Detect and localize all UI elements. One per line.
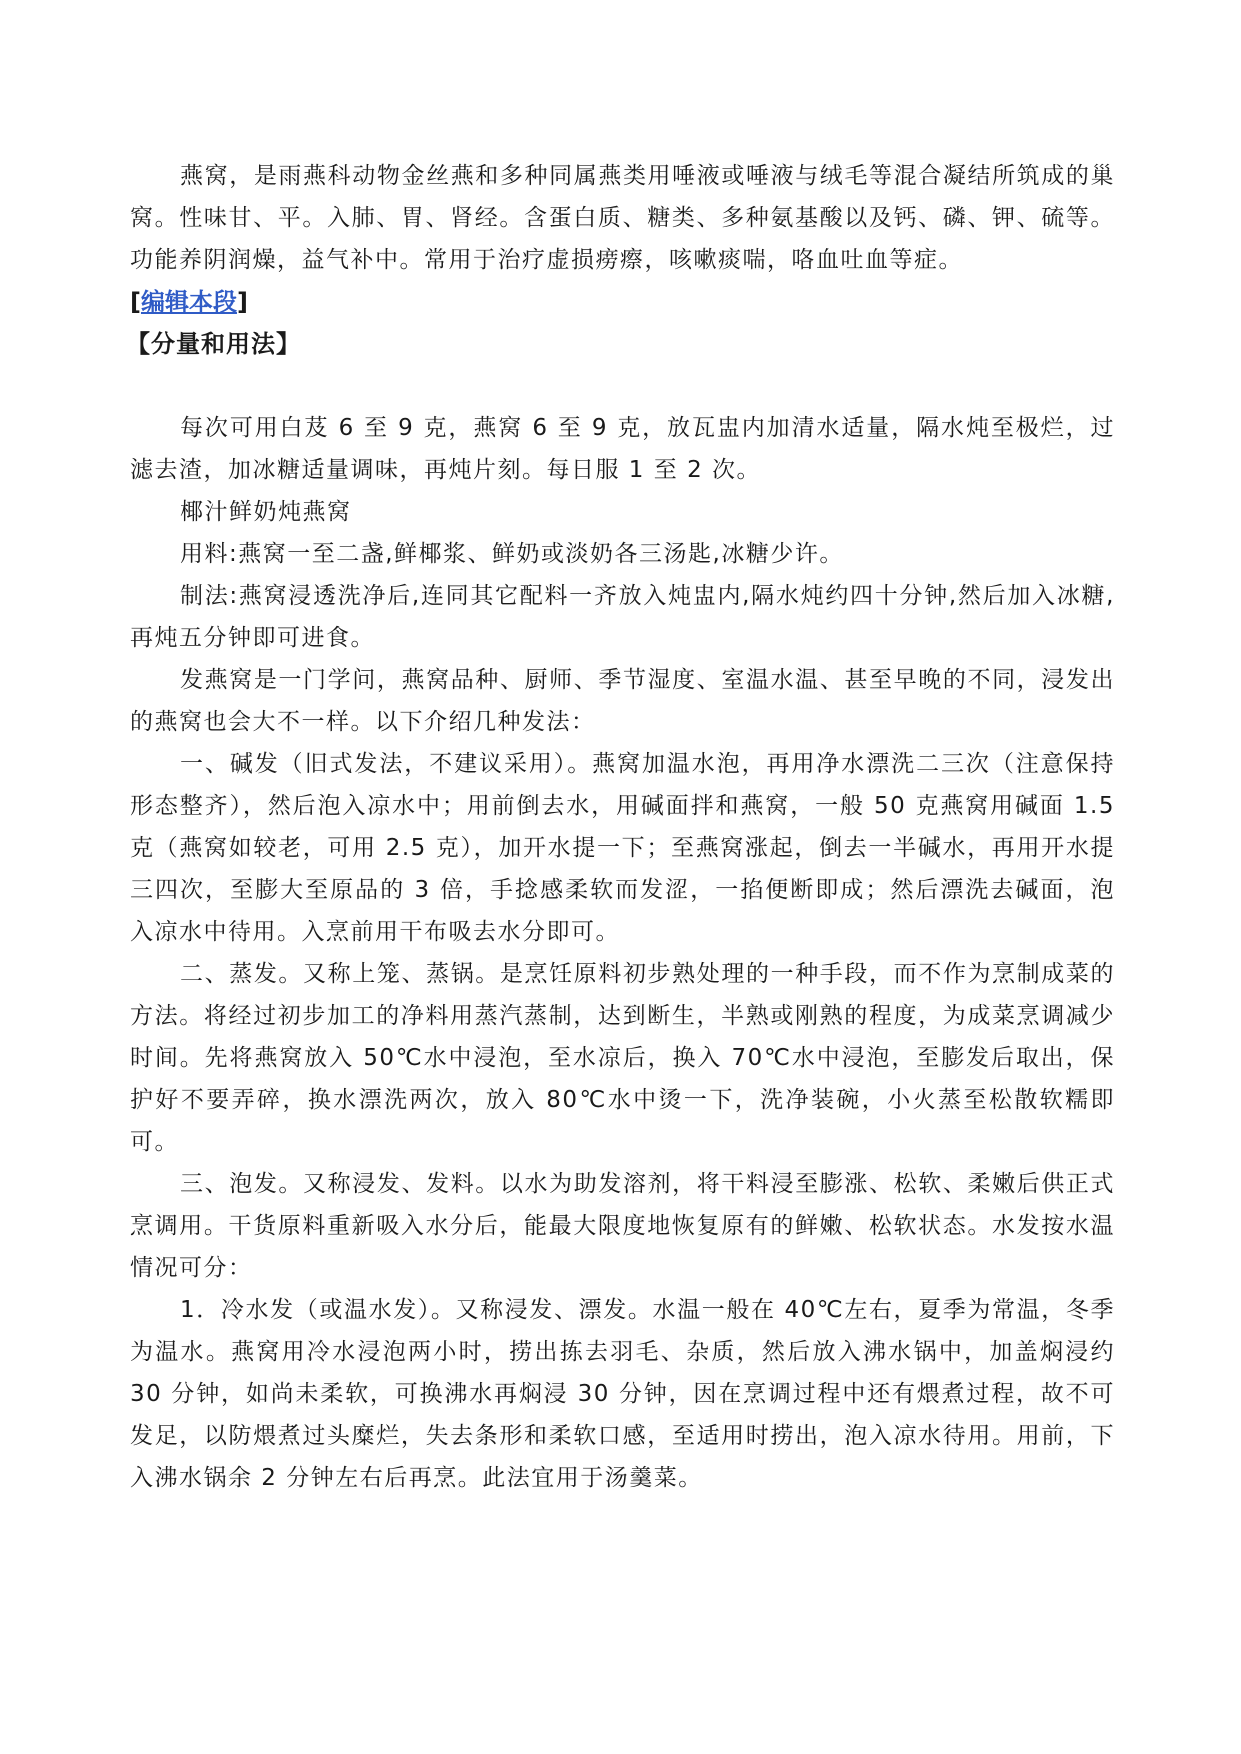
recipe-method: 制法:燕窝浸透洗净后,连同其它配料一齐放入炖盅内,隔水炖约四十分钟,然后加入冰糖,再炖五分钟即可进食。 <box>130 583 1115 651</box>
edit-section-line <box>130 281 1115 323</box>
section-title: 【分量和用法】 <box>126 330 301 358</box>
soaking-intro-paragraph: 发燕窝是一门学问，燕窝品种、厨师、季节湿度、室温水温、甚至早晚的不同，浸发出的燕窝也会大不一样。以下介绍几种发法： <box>130 667 1115 735</box>
steam-method-paragraph: 二、蒸发。又称上笼、蒸锅。是烹饪原料初步熟处理的一种手段，而不作为烹制成菜的方法。将经过初步加工的净料用蒸汽蒸制，达到断生，半熟或刚熟的程度，为成菜烹调减少时间。先将燕窝放入 50℃水中浸泡，至水凉后，换入 70℃水中浸泡，至膨发后取出，保护好不要弄碎，换水漂洗两次，放入 80℃水中烫一下，洗净装碗，小火蒸至松散软糯即可。 <box>130 961 1115 1155</box>
recipe-title: 椰汁鲜奶炖燕窝 <box>180 499 352 525</box>
edit-close-bracket: ] <box>236 288 248 316</box>
soak-method-paragraph: 三、泡发。又称浸发、发料。以水为助发溶剂，将干料浸至膨涨、松软、柔嫩后供正式烹调用。干货原料重新吸入水分后，能最大限度地恢复原有的鲜嫩、松软状态。水发按水温情况可分： <box>130 1171 1115 1281</box>
intro-paragraph: 燕窝，是雨燕科动物金丝燕和多种同属燕类用唾液或唾液与绒毛等混合凝结所筑成的巢窝。性味甘、平。入肺、胃、肾经。含蛋白质、糖类、多种氨基酸以及钙、磷、钾、硫等。功能养阴润燥，益气补中。常用于治疗虚损痨瘵，咳嗽痰喘，咯血吐血等症。 <box>130 163 1115 273</box>
recipe-ingredients: 用料:燕窝一至二盏,鲜椰浆、鲜奶或淡奶各三汤匙,冰糖少许。 <box>180 541 844 567</box>
cold-water-method-paragraph: 1．冷水发（或温水发）。又称浸发、漂发。水温一般在 40℃左右，夏季为常温，冬季为温水。燕窝用冷水浸泡两小时，捞出拣去羽毛、杂质，然后放入沸水锅中，加盖焖浸约 30 分钟，如尚未柔软，可换沸水再焖浸 30 分钟，因在烹调过程中还有煨煮过程，故不可发足，以防煨煮过头糜烂，失去条形和柔软口感，至适用时捞出，泡入凉水待用。用前，下入沸水锅余 2 分钟左右后再烹。此法宜用于汤羹菜。 <box>130 1297 1115 1491</box>
edit-open-bracket: [ <box>130 288 141 316</box>
usage-paragraph: 每次可用白芨 6 至 9 克，燕窝 6 至 9 克，放瓦盅内加清水适量，隔水炖至极烂，过滤去渣，加冰糖适量调味，再炖片刻。每日服 1 至 2 次。 <box>130 415 1115 483</box>
edit-section-link[interactable]: 编辑本段 <box>140 288 237 316</box>
document-page <box>126 155 1115 1499</box>
alkali-method-paragraph: 一、碱发（旧式发法，不建议采用）。燕窝加温水泡，再用净水漂洗二三次（注意保持形态整齐），然后泡入凉水中；用前倒去水，用碱面拌和燕窝，一般 50 克燕窝用碱面 1.5 克（燕窝如较老，可用 2.5 克），加开水提一下；至燕窝涨起，倒去一半碱水，再用开水提三四次，至膨大至原品的 3 倍，手捻感柔软而发涩，一掐便断即成；然后漂洗去碱面，泡入凉水中待用。入烹前用干布吸去水分即可。 <box>130 751 1115 945</box>
spacer <box>130 365 1115 407</box>
